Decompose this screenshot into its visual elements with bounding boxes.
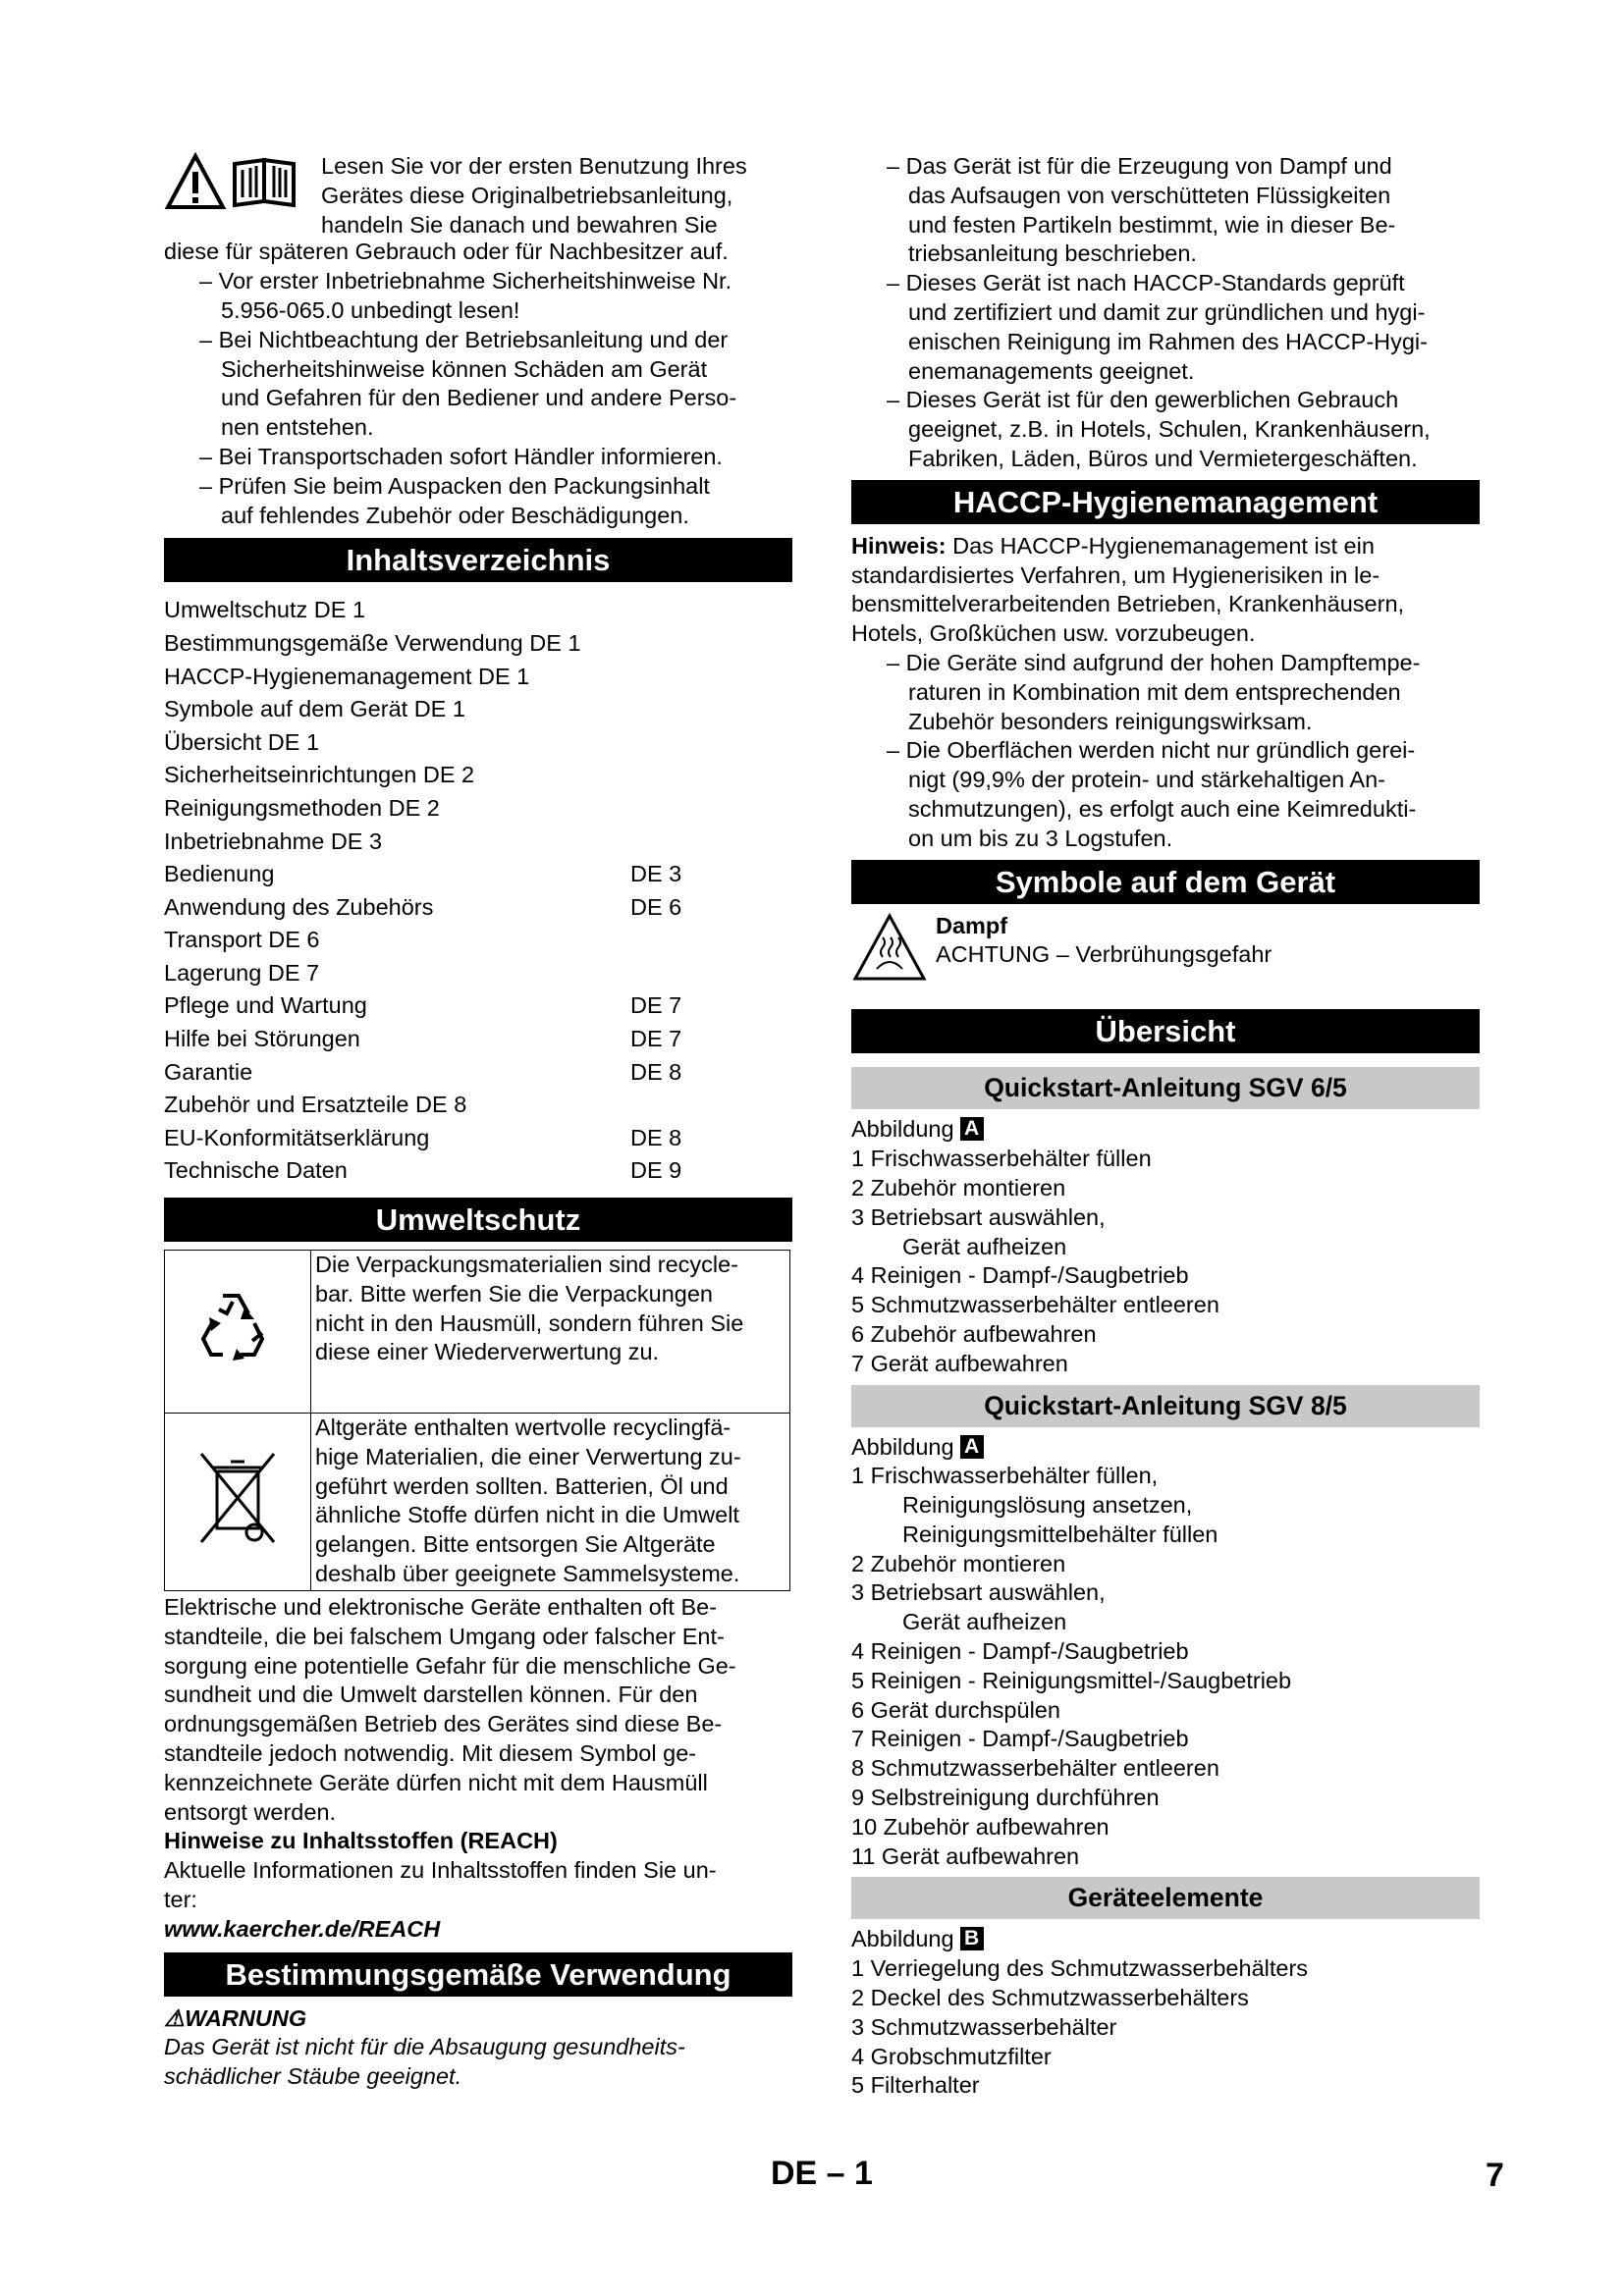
toc-entry[interactable] xyxy=(164,661,792,694)
table-of-contents xyxy=(164,594,792,1188)
list-item: – Die Geräte sind aufgrund der hohen Dampftempe- raturen in Kombination mit dem entsprechenden Zubehör besonders reinigungswirksam. xyxy=(851,649,1480,736)
hinweis-line: Hinweis: Das HACCP-Hygienemanagement ist ein xyxy=(851,532,1375,559)
warning-label: ⚠WARNUNG xyxy=(164,2004,307,2031)
reach-title: Hinweise zu Inhaltsstoffen (REACH) xyxy=(164,1828,558,1854)
steam-warning-icon xyxy=(851,912,936,990)
list-item: Reinigungslösung ansetzen, xyxy=(902,1492,1193,1519)
list-item: Gerät aufheizen xyxy=(902,1233,1067,1259)
list-item: 2 Zubehör montieren xyxy=(851,1174,1066,1201)
toc-title: Symbole auf dem Gerät DE 1 xyxy=(164,696,465,722)
page-number: 7 xyxy=(1486,2157,1504,2194)
list-item: 2 Deckel des Schmutzwasserbehälters xyxy=(851,1985,1249,2011)
steam-symbol-row xyxy=(851,912,1480,990)
toc-entry[interactable] xyxy=(164,957,792,990)
toc-page: DE 7 xyxy=(630,1026,682,1052)
right-column xyxy=(851,152,1480,2101)
hinweis-line: bensmittelverarbeitenden Betrieben, Krankenhäusern, xyxy=(851,591,1405,617)
list-item: 6 Gerät durchspülen xyxy=(851,1696,1060,1723)
figure-ref: Abbildung A xyxy=(851,1433,1480,1463)
list-item: 2 Zubehör montieren xyxy=(851,1550,1066,1576)
list-item: 7 Gerät aufbewahren xyxy=(851,1350,1068,1376)
reach-link[interactable]: www.kaercher.de/REACH xyxy=(164,1915,441,1942)
old-devices-text: Altgeräte enthalten wertvolle recyclingfä- hige Materialien, die einer Verwertung zu- geführt werden sollten. Batterien, Öl und ähnliche Stoffe dürfen nicht in die Umwelt gelangen. Bitte entsorgen Sie Altgeräte deshalb über geeignete Sammelsysteme. xyxy=(311,1414,790,1591)
steam-title: Dampf xyxy=(936,912,1008,938)
toc-title: Lagerung DE 7 xyxy=(164,959,320,986)
figure-ref: Abbildung B xyxy=(851,1925,1480,1954)
toc-title: Umweltschutz DE 1 xyxy=(164,597,366,623)
list-item: 9 Selbstreinigung durchführen xyxy=(851,1785,1160,1811)
list-item: Reinigungsmittelbehälter füllen xyxy=(902,1521,1218,1547)
list-item: 5 Filterhalter xyxy=(851,2072,980,2099)
list-item: 10 Zubehör aufbewahren xyxy=(851,1813,1110,1840)
warning-icon: ⚠ xyxy=(164,2004,186,2031)
list-item: – Dieses Gerät ist für den gewerblichen Gebrauch geeignet, z.B. in Hotels, Schulen, Krankenhäusern, Fabriken, Läden, Büros und Vermietergeschäften. xyxy=(851,386,1480,473)
list-item: – Dieses Gerät ist nach HACCP-Standards geprüft und zertifiziert und damit zur gründlichen und hygi- enischen Reinigung im Rahmen des HACCP-Hygi- enemanagements geeignet. xyxy=(851,269,1480,386)
toc-page: DE 6 xyxy=(630,893,682,920)
toc-page: DE 8 xyxy=(630,1058,682,1085)
figure-badge: B xyxy=(960,1927,984,1950)
list-item: – Bei Nichtbeachtung der Betriebsanleitung und der Sicherheitshinweise können Schäden am Gerät und Gefahren für den Bediener und andere Perso- nen entstehen. xyxy=(164,326,792,443)
toc-entry[interactable] xyxy=(164,989,792,1023)
geraeteelemente-heading: Geräteelemente xyxy=(851,1877,1480,1919)
hinweis-line: standardisiertes Verfahren, um Hygienerisiken in le- xyxy=(851,561,1380,588)
reach-text: ter: xyxy=(164,1887,197,1913)
umweltschutz-heading: Umweltschutz xyxy=(164,1198,792,1242)
intro-line: handeln Sie danach und bewahren Sie xyxy=(321,211,718,238)
figure-badge: A xyxy=(960,1435,984,1459)
list-item: – Vor erster Inbetriebnahme Sicherheitshinweise Nr. 5.956-065.0 unbedingt lesen! xyxy=(164,267,792,326)
toc-title: Garantie xyxy=(164,1058,253,1085)
toc-title: EU-Konformitätserklärung xyxy=(164,1124,430,1150)
crossed-bin-icon xyxy=(165,1414,311,1591)
toc-entry[interactable] xyxy=(164,627,792,661)
figure-ref: Abbildung A xyxy=(851,1115,1480,1145)
steam-text: ACHTUNG – Verbrühungsgefahr xyxy=(936,941,1272,968)
quickstart-sgv65-list xyxy=(851,1145,1480,1378)
list-item: 11 Gerät aufbewahren xyxy=(851,1842,1080,1869)
read-manual-notice xyxy=(164,152,792,240)
toc-title: Technische Daten xyxy=(164,1157,348,1184)
toc-page: DE 9 xyxy=(630,1157,682,1184)
toc-title: Transport DE 6 xyxy=(164,927,320,953)
haccp-heading: HACCP-Hygienemanagement xyxy=(851,480,1480,524)
toc-entry[interactable] xyxy=(164,1122,792,1155)
device-elements-list xyxy=(851,1954,1480,2101)
warning-manual-icon xyxy=(164,152,321,215)
warning-text: Das Gerät ist nicht für die Absaugung gesundheits- xyxy=(164,2034,685,2060)
toc-title: Sicherheitseinrichtungen DE 2 xyxy=(164,762,475,788)
list-item: 6 Zubehör aufbewahren xyxy=(851,1320,1097,1347)
toc-title: Pflege und Wartung xyxy=(164,992,367,1019)
quickstart-sgv85-heading: Quickstart-Anleitung SGV 8/5 xyxy=(851,1385,1480,1427)
toc-entry[interactable] xyxy=(164,1023,792,1056)
toc-entry[interactable] xyxy=(164,1154,792,1188)
toc-entry[interactable] xyxy=(164,1056,792,1090)
toc-entry[interactable] xyxy=(164,759,792,792)
toc-entry[interactable] xyxy=(164,1089,792,1122)
list-item: 7 Reinigen - Dampf-/Saugbetrieb xyxy=(851,1726,1189,1752)
section-page-label: DE – 1 xyxy=(771,2155,873,2192)
toc-title: Zubehör und Ersatzteile DE 8 xyxy=(164,1092,467,1118)
toc-title: HACCP-Hygienemanagement DE 1 xyxy=(164,663,530,689)
toc-entry[interactable] xyxy=(164,726,792,760)
list-item: 5 Schmutzwasserbehälter entleeren xyxy=(851,1292,1219,1318)
list-item: 3 Betriebsart auswählen, xyxy=(851,1203,1106,1230)
toc-entry[interactable] xyxy=(164,693,792,726)
toc-entry[interactable] xyxy=(164,826,792,859)
electro-paragraph: Elektrische und elektronische Geräte enthalten oft Be- standteile, die bei falschem Umgang oder falscher Ent- sorgung eine potentielle Gefahr für die menschliche Ge- sundheit und die Umwelt darstellen können. Für den ordnungsgemäßen Betrieb des Gerätes sind diese Be- standteile jedoch notwendig. Mit diesem Symbol ge- kennzeichnete Geräte dürfen nicht mit dem Hausmüll entsorgt werden. xyxy=(164,1594,736,1825)
toc-heading: Inhaltsverzeichnis xyxy=(164,538,792,582)
symbole-heading: Symbole auf dem Gerät xyxy=(851,860,1480,904)
toc-entry[interactable] xyxy=(164,594,792,627)
list-item: 1 Frischwasserbehälter füllen xyxy=(851,1146,1152,1172)
quickstart-sgv85-list xyxy=(851,1462,1480,1871)
list-item: Gerät aufheizen xyxy=(902,1609,1067,1635)
list-item: 1 Frischwasserbehälter füllen, xyxy=(851,1463,1159,1489)
toc-title: Hilfe bei Störungen xyxy=(164,1026,360,1052)
toc-entry[interactable] xyxy=(164,924,792,957)
list-item: 3 Schmutzwasserbehälter xyxy=(851,2013,1117,2040)
list-item: 5 Reinigen - Reinigungsmittel-/Saugbetrieb xyxy=(851,1667,1292,1693)
reach-text: Aktuelle Informationen zu Inhaltsstoffen finden Sie un- xyxy=(164,1857,717,1884)
left-column xyxy=(164,152,792,2092)
intro-line: Gerätes diese Originalbetriebsanleitung, xyxy=(321,182,733,208)
list-item: 3 Betriebsart auswählen, xyxy=(851,1579,1106,1606)
list-item: – Prüfen Sie beim Auspacken den Packungsinhalt auf fehlendes Zubehör oder Beschädigungen. xyxy=(164,472,792,531)
intro-line: diese für späteren Gebrauch oder für Nachbesitzer auf. xyxy=(164,239,729,265)
toc-title: Reinigungsmethoden DE 2 xyxy=(164,794,440,821)
environment-table xyxy=(164,1250,790,1591)
toc-page: DE 3 xyxy=(630,861,682,887)
list-item: 4 Reinigen - Dampf-/Saugbetrieb xyxy=(851,1262,1189,1289)
hinweis-line: Hotels, Großküchen usw. vorzubeugen. xyxy=(851,620,1256,647)
toc-page: DE 8 xyxy=(630,1124,682,1150)
toc-title: Anwendung des Zubehörs xyxy=(164,893,434,920)
list-item: 4 Reinigen - Dampf-/Saugbetrieb xyxy=(851,1638,1189,1665)
list-item: 1 Verriegelung des Schmutzwasserbehälters xyxy=(851,1955,1309,1982)
safety-list xyxy=(164,267,792,530)
bestimmung-heading: Bestimmungsgemäße Verwendung xyxy=(164,1952,792,1997)
list-item: 4 Grobschmutzfilter xyxy=(851,2043,1052,2069)
figure-badge: A xyxy=(960,1117,984,1141)
list-item: – Die Oberflächen werden nicht nur gründlich gerei- nigt (99,9% der protein- und stärkehaltigen An- schmutzungen), es erfolgt auch eine Keimredukti- on um bis zu 3 Logstufen. xyxy=(851,736,1480,853)
toc-page: DE 7 xyxy=(630,992,682,1019)
toc-title: Bedienung xyxy=(164,861,275,887)
recycle-text: Die Verpackungsmaterialien sind recycle- bar. Bitte werfen Sie die Verpackungen nicht in den Hausmüll, sondern führen Sie diese einer Wiederverwertung zu. xyxy=(311,1251,790,1414)
toc-entry[interactable] xyxy=(164,891,792,925)
recycle-icon xyxy=(165,1251,311,1414)
usage-list xyxy=(851,152,1480,474)
warning-text: schädlicher Stäube geeignet. xyxy=(164,2063,462,2090)
list-item: 8 Schmutzwasserbehälter entleeren xyxy=(851,1755,1219,1782)
toc-entry[interactable] xyxy=(164,792,792,826)
quickstart-sgv65-heading: Quickstart-Anleitung SGV 6/5 xyxy=(851,1067,1480,1109)
toc-title: Übersicht DE 1 xyxy=(164,728,320,755)
list-item: – Bei Transportschaden sofort Händler informieren. xyxy=(164,443,792,472)
toc-title: Bestimmungsgemäße Verwendung DE 1 xyxy=(164,629,581,656)
list-item: – Das Gerät ist für die Erzeugung von Dampf und das Aufsaugen von verschütteten Flüssigkeiten und festen Partikeln bestimmt, wie in dieser Be- triebsanleitung beschrieben. xyxy=(851,152,1480,269)
toc-title: Inbetriebnahme DE 3 xyxy=(164,828,383,854)
uebersicht-heading: Übersicht xyxy=(851,1009,1480,1053)
toc-entry[interactable] xyxy=(164,858,792,891)
intro-line: Lesen Sie vor der ersten Benutzung Ihres xyxy=(321,153,747,179)
